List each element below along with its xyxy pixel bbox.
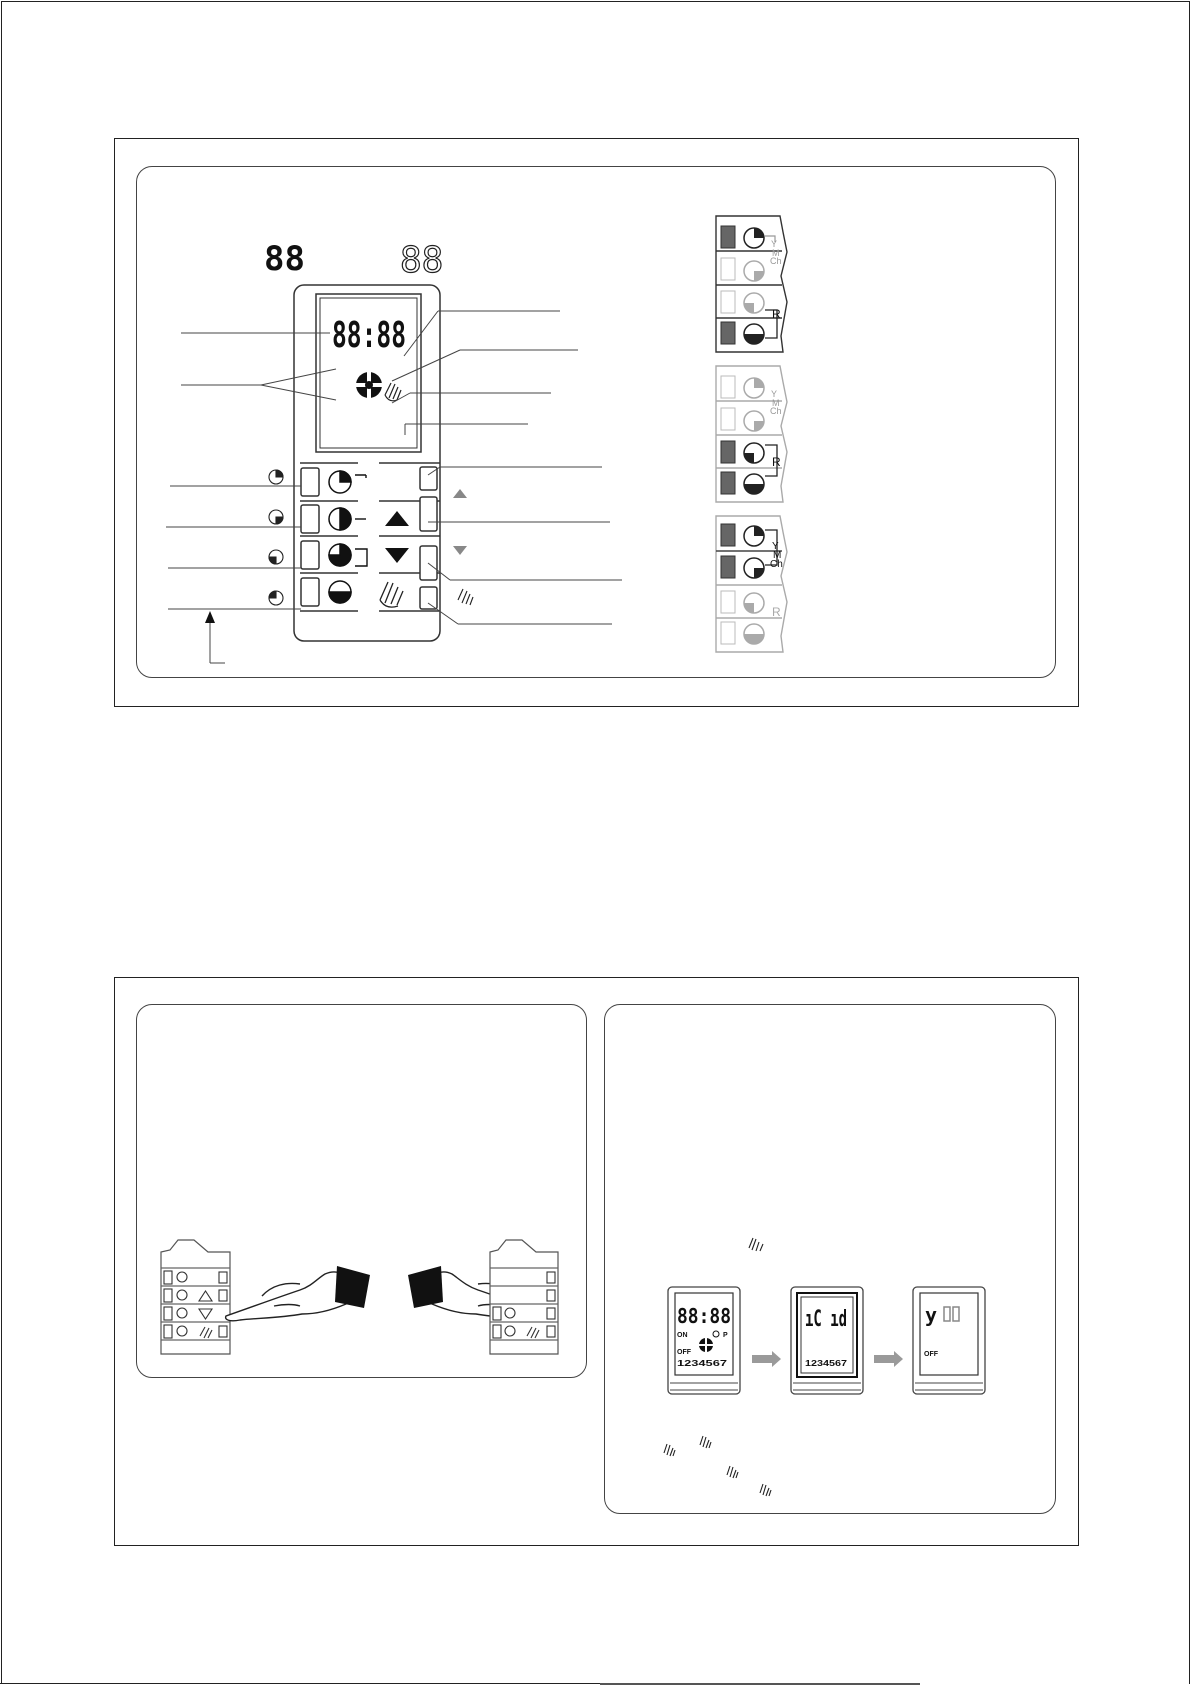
- left-remote-strip: [161, 1240, 230, 1354]
- lcd-device-3: [913, 1287, 985, 1394]
- svg-text:Ch: Ch: [770, 256, 782, 266]
- svg-text:Y: Y: [771, 239, 778, 249]
- svg-text:R: R: [772, 455, 781, 469]
- lcd-clock: 88:88: [332, 315, 406, 356]
- svg-text:OFF: OFF: [924, 1351, 938, 1358]
- svg-text:Ch: Ch: [770, 406, 782, 416]
- svg-text:R: R: [772, 307, 781, 321]
- svg-text:P: P: [723, 1332, 728, 1339]
- svg-text:88:88: 88:88: [677, 1304, 731, 1328]
- sequence-arrow-2: [874, 1351, 903, 1367]
- svg-text:ıC ıd: ıC ıd: [805, 1307, 847, 1332]
- right-remote-strip: [490, 1240, 558, 1354]
- svg-text:y: y: [925, 1303, 938, 1327]
- svg-text:R: R: [772, 605, 781, 619]
- svg-text:M: M: [772, 398, 780, 408]
- display-digits-left: 88: [264, 239, 305, 279]
- svg-text:Y: Y: [771, 389, 778, 399]
- svg-text:OFF: OFF: [677, 1349, 691, 1356]
- svg-text:M: M: [773, 550, 782, 561]
- lcd-device-2: [791, 1287, 863, 1394]
- right-cuff: [408, 1266, 443, 1308]
- svg-text:1234567: 1234567: [677, 1359, 728, 1368]
- sequence-arrow-1: [752, 1351, 781, 1367]
- lcd-device-1: [668, 1287, 740, 1394]
- left-pointing-hand: [226, 1272, 346, 1321]
- svg-text:M: M: [772, 248, 780, 258]
- svg-text:Y: Y: [772, 541, 779, 552]
- svg-text:Ch: Ch: [770, 559, 783, 570]
- display-digits-right: 88: [400, 240, 444, 281]
- svg-text:1234567: 1234567: [805, 1359, 848, 1368]
- svg-text:ON: ON: [677, 1332, 688, 1339]
- footer-rule: [0, 1683, 600, 1684]
- left-cuff: [335, 1266, 370, 1308]
